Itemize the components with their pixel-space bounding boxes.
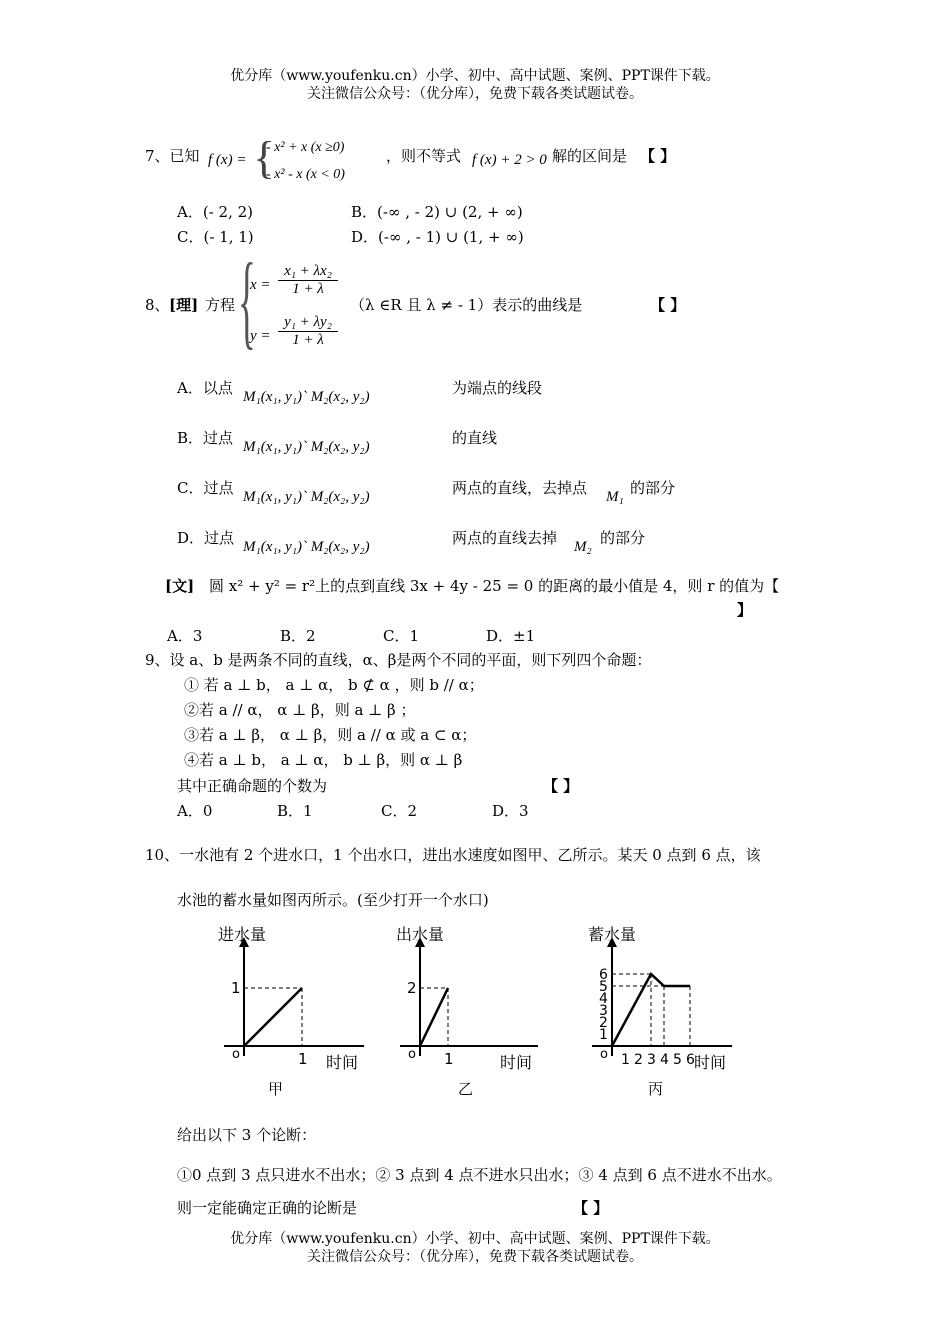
q7-answer-bracket: 【 】: [640, 147, 676, 165]
q7-case-2: - x² - x (x < 0): [266, 167, 345, 182]
q8-option-c: C．过点: [177, 479, 234, 497]
q7-option-d: D．(-∞ , - 1) ∪ (1, + ∞): [351, 228, 524, 246]
origin-label: o: [600, 1047, 608, 1062]
x-tick-label: 2: [634, 1052, 643, 1068]
header-line-1: 优分库（www.youfenku.cn）小学、初中、高中试题、案例、PPT课件下载。: [230, 68, 720, 84]
x-axis-label: 时间: [326, 1053, 359, 1072]
q7-brace: {: [253, 132, 276, 183]
graph-yi: [396, 925, 538, 1098]
q8w-text: 圆 x² + y² = r²上的点到直线 3x + 4y - 25 = 0 的距离的最小值是 4，则 r 的值为【: [209, 577, 780, 595]
q8-option-d: D．过点: [177, 529, 235, 547]
q8-x-numerator: x₁ + λx₂: [278, 263, 338, 281]
q8-x-lhs: x =: [250, 277, 271, 293]
q7-function: f (x) =: [208, 152, 247, 168]
q8-option-a-points: M₁(x₁, y₁)` M₂(x₂, y₂): [243, 389, 370, 405]
q8-x-fraction: [278, 263, 338, 298]
q8-y-denominator: 1 + λ: [292, 332, 324, 348]
q8-y-lhs: y =: [250, 328, 271, 344]
q10-given: 给出以下 3 个论断：: [177, 1126, 317, 1144]
graph-title: 乙: [458, 1080, 474, 1098]
q8-answer-bracket: 【 】: [650, 296, 686, 314]
q9-proposition-2: ②若 a // α， α ⊥ β，则 a ⊥ β ；: [184, 701, 416, 719]
q8-option-b: B．过点: [177, 429, 234, 447]
q7-option-c: C．(- 1, 1): [177, 228, 254, 246]
q8-y-numerator: y₁ + λy₂: [278, 314, 338, 332]
footer-line-1: 优分库（www.youfenku.cn）小学、初中、高中试题、案例、PPT课件下载。: [230, 1231, 720, 1247]
graph-title: 丙: [648, 1080, 664, 1098]
q8-option-b-points: M₁(x₁, y₁)` M₂(x₂, y₂): [243, 439, 370, 455]
q8w-option-c: C．1: [383, 627, 420, 645]
series-line: [244, 988, 302, 1046]
q8-option-c-end: 的部分: [630, 479, 676, 497]
q9-answer-bracket: 【 】: [543, 777, 579, 795]
y-axis-label: 出水量: [396, 925, 445, 944]
q7-tail: 解的区间是: [552, 147, 628, 165]
x-tick-label: 6: [686, 1052, 695, 1068]
q7-option-a: A．(- 2, 2): [177, 203, 253, 221]
q8w-option-d: D．±1: [486, 627, 536, 645]
origin-label: o: [408, 1047, 416, 1062]
q8-brace: {: [238, 242, 256, 359]
graph-jia: [218, 925, 364, 1098]
y-axis-label: 进水量: [218, 925, 267, 944]
header-line-2: 关注微信公众号：（优分库），免费下载各类试题试卷。: [307, 86, 643, 102]
q9-stem: 9、设 a、b 是两条不同的直线，α、β是两个不同的平面，则下列四个命题：: [145, 651, 652, 669]
q10-stem-1: 10、一水池有 2 个进水口，1 个出水口，进出水速度如图甲、乙所示。某天 0 点到 6 点，该: [145, 846, 761, 864]
y-tick-label: 3: [599, 1003, 608, 1019]
graph-bing: [588, 925, 732, 1098]
q7-number: 7、已知: [145, 147, 200, 165]
q8-option-d-point: M₂: [574, 539, 592, 555]
x-tick-label: 1: [444, 1050, 454, 1068]
q8-condition: （λ ∈R 且 λ ≠ - 1）表示的曲线是: [350, 296, 583, 314]
q8-option-c-point: M₁: [606, 489, 624, 505]
x-tick-label: 5: [673, 1052, 682, 1068]
q9-option-a: A．0: [177, 802, 213, 820]
q9-option-b: B．1: [277, 802, 313, 820]
q8w-option-b: B．2: [280, 627, 316, 645]
q9-option-d: D．3: [492, 802, 529, 820]
q8-lead: 方程: [205, 296, 236, 314]
x-tick-label: 1: [298, 1050, 308, 1068]
y-tick-label: 4: [599, 991, 608, 1007]
q8-option-d-tail: 两点的直线去掉: [452, 529, 558, 547]
q9-ask: 其中正确命题的个数为: [177, 777, 328, 795]
q10-answer-bracket: 【 】: [573, 1199, 609, 1217]
footer-line-2: 关注微信公众号：（优分库），免费下载各类试题试卷。: [307, 1249, 643, 1265]
q8w-tag: [文]: [165, 577, 195, 595]
q8-option-c-points: M₁(x₁, y₁)` M₂(x₂, y₂): [243, 489, 370, 505]
q10-stem-2: 水池的蓄水量如图丙所示。(至少打开一个水口): [177, 891, 489, 909]
q8-option-a-tail: 为端点的线段: [452, 379, 543, 397]
q10-claims: ①0 点到 3 点只进水不出水；② 3 点到 4 点不进水只出水；③ 4 点到 6 点不进水不出水。: [177, 1166, 782, 1184]
q9-proposition-1: ① 若 a ⊥ b， a ⊥ α， b ⊄ α ，则 b // α；: [184, 676, 484, 694]
x-axis-label: 时间: [694, 1053, 727, 1072]
y-tick-label: 6: [599, 967, 608, 983]
graph-title: 甲: [268, 1080, 284, 1098]
q8-option-d-points: M₁(x₁, y₁)` M₂(x₂, y₂): [243, 539, 370, 555]
q8w-option-a: A．3: [167, 627, 203, 645]
x-tick-label: 4: [660, 1052, 669, 1068]
y-tick-label: 2: [407, 979, 417, 997]
q8-option-c-tail: 两点的直线，去掉点: [452, 479, 588, 497]
q8w-close-bracket: 】: [737, 601, 753, 619]
q7-option-b: B．(-∞ , - 2) ∪ (2, + ∞): [351, 203, 523, 221]
series-line: [420, 988, 448, 1046]
q9-proposition-4: ④若 a ⊥ b， a ⊥ α， b ⊥ β，则 α ⊥ β: [184, 751, 463, 769]
q10-ask: 则一定能确定正确的论断是: [177, 1199, 358, 1217]
q8-option-b-tail: 的直线: [452, 429, 498, 447]
origin-label: o: [232, 1047, 240, 1062]
y-axis-label: 蓄水量: [588, 925, 637, 944]
q9-proposition-3: ③若 a ⊥ β， α ⊥ β，则 a // α 或 a ⊂ α；: [184, 726, 477, 744]
y-tick-label: 5: [599, 979, 608, 995]
q9-option-c: C．2: [381, 802, 418, 820]
q7-case-1: - x² + x (x ≥0): [266, 140, 345, 155]
q8-y-fraction: [278, 314, 338, 349]
q8-number: 8、: [145, 296, 170, 314]
x-tick-label: 1: [621, 1052, 630, 1068]
y-tick-label: 1: [599, 1027, 608, 1043]
q8-option-d-end: 的部分: [600, 529, 646, 547]
y-tick-label: 1: [231, 979, 241, 997]
q8-option-a: A．以点: [177, 379, 233, 397]
x-tick-label: 3: [647, 1052, 656, 1068]
q8-tag: [理]: [169, 296, 199, 314]
x-axis-label: 时间: [500, 1053, 533, 1072]
q7-mid: ，则不等式: [386, 147, 462, 165]
q7-inequality: f (x) + 2 > 0: [472, 152, 547, 168]
y-tick-label: 2: [599, 1015, 608, 1031]
q10-graphs: [200, 920, 760, 1110]
q8-x-denominator: 1 + λ: [292, 281, 324, 297]
